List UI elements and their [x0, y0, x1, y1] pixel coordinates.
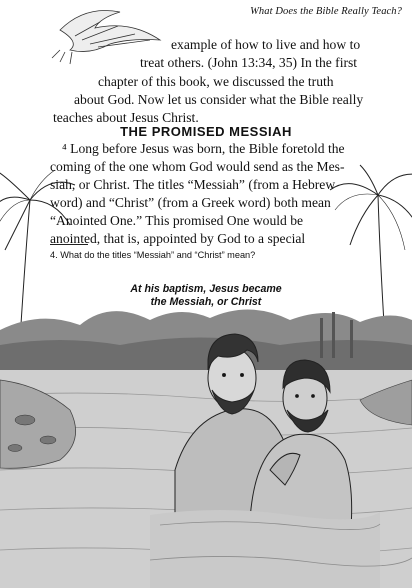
text-line: about God. Now let us consider what the Bible really — [74, 92, 364, 107]
caption-line: the Messiah, or Christ — [150, 296, 262, 308]
john-figure — [250, 360, 352, 540]
running-head: What Does the Bible Really Teach? — [250, 6, 402, 17]
text-line: example of how to live and how to — [171, 37, 361, 52]
text-line: teaches about Jesus Christ. — [53, 110, 199, 125]
text-line: chapter of this book, we discussed the truth — [98, 74, 334, 89]
text-line: anointed, that is, appointed by God to a special — [50, 231, 306, 246]
text-line: treat others. (John 13:34, 35) In the first — [140, 55, 358, 70]
text-line: siah, or Christ. The titles “Messiah” (from a Hebrew — [50, 177, 336, 192]
image-caption — [0, 283, 412, 309]
right-palm-tree — [330, 165, 412, 340]
section-heading: THE PROMISED MESSIAH — [120, 124, 292, 139]
study-question: 4. What do the titles “Messiah” and “Christ” mean? — [50, 250, 256, 260]
footnote-rule — [50, 244, 88, 245]
text-line: word) and “Christ” (from a Greek word) both mean — [50, 195, 331, 210]
caption-line: At his baptism, Jesus became — [130, 283, 282, 295]
text-line: coming of the one whom God would send as the Mes- — [50, 159, 345, 174]
jesus-figure — [175, 334, 292, 520]
text-line: ⁴ Long before Jesus was born, the Bible foretold the — [62, 141, 345, 156]
text-line: “Anointed One.” This promised One would be — [50, 213, 304, 228]
